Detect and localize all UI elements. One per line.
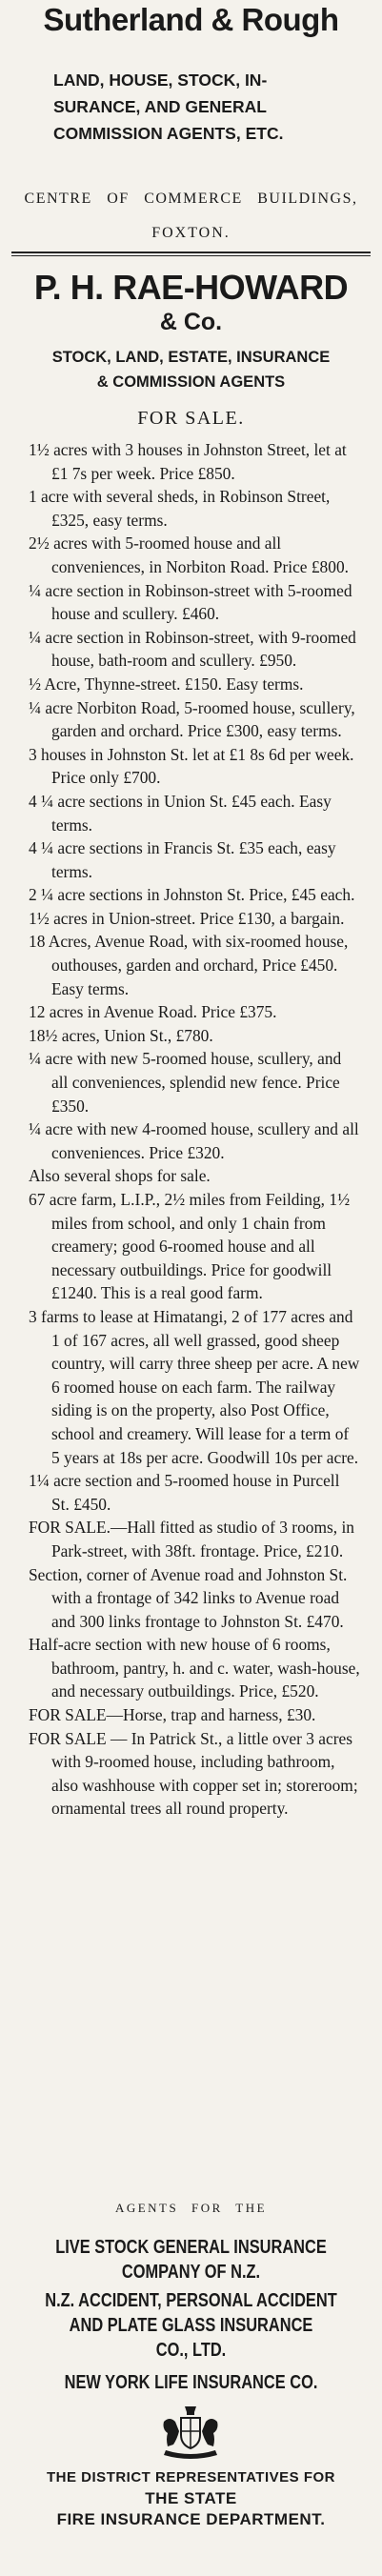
services-line: COMMISSION AGENTS, ETC. (53, 124, 284, 143)
listing-item: ½ Acre, Thynne-street. £150. Easy terms. (29, 674, 304, 694)
listing-item: 18½ acres, Union St., £780. (29, 1025, 213, 1045)
listing-item: 67 acre farm, L.I.P., 2½ miles from Feilding, 1½ miles from school, and only 1 chain from creamery; good 6-roomed house and all necessary outbuildings. Price for goodwill £1240. This is a real good farm. (29, 1190, 351, 1303)
tagline-line: & COMMISSION AGENTS (96, 373, 286, 391)
listing-item: Also several shops for sale. (29, 1166, 211, 1186)
services-list (0, 67, 382, 147)
listing-item: 3 houses in Johnston St. let at £1 8s 6d per week. Price only £700. (29, 744, 354, 788)
listing-item: 2 ¼ acre sections in Johnston St. Price, £45 each. (29, 885, 355, 905)
listing-item: Half-acre section with new house of 6 rooms, bathroom, pantry, h. and c. water, wash-house, and necessary outbuildings. Price, £520. (29, 1635, 360, 1701)
listing-item: ¼ acre section in Robinson-street, with 9-roomed house, bath-room and scullery. £950. (29, 627, 356, 671)
state-fire-insurance-notice (0, 2467, 382, 2530)
listing-item: 4 ¼ acre sections in Union St. £45 each. Easy terms. (29, 791, 332, 835)
listing-item: FOR SALE.—Hall fitted as studio of 3 rooms, in Park-street, with 38ft. frontage. Price, £210. (29, 1518, 355, 1560)
insurer-line: COMPANY OF N.Z. (121, 2262, 261, 2283)
listing-item: Section, corner of Avenue road and Johnston St. with a frontage of 342 links to Avenue road and 300 links frontage to Johnston St. £470. (29, 1564, 348, 1631)
representatives-line: THE DISTRICT REPRESENTATIVES FOR (47, 2469, 335, 2485)
insurer-line: NEW YORK LIFE INSURANCE CO. (64, 2372, 318, 2393)
town-line: FOXTON. (151, 225, 231, 241)
representatives-line: FIRE INSURANCE DEPARTMENT. (56, 2510, 326, 2528)
divider-rule (11, 252, 371, 253)
listing-item: ¼ acre section in Robinson-street with 5-roomed house and scullery. £460. (29, 580, 352, 624)
listing-item: 12 acres in Avenue Road. Price £375. (29, 1002, 277, 1022)
insurer-nz-accident (34, 2288, 348, 2363)
royal-coat-of-arms-icon (158, 2405, 223, 2460)
address-line: CENTRE OF COMMERCE BUILDINGS, (24, 191, 358, 207)
insurer-line: N.Z. ACCIDENT, PERSONAL ACCIDENT (45, 2290, 337, 2311)
listing-item: 2½ acres with 5-roomed house and all conveniences, in Norbiton Road. Price £800. (29, 533, 349, 576)
representatives-line: THE STATE (145, 2489, 237, 2507)
firm-tagline (0, 345, 382, 394)
insurer-line: LIVE STOCK GENERAL INSURANCE (55, 2237, 327, 2258)
listing-item: ¼ acre with new 5-roomed house, scullery, and all conveniences, splendid new fence. Price £350. (29, 1049, 342, 1116)
services-line: SURANCE, AND GENERAL (53, 97, 267, 116)
firm-name-rae-howard: P. H. RAE-HOWARD (33, 268, 349, 307)
divider-rule (11, 255, 371, 256)
insurer-line: AND PLATE GLASS INSURANCE (69, 2315, 313, 2336)
listing-item: ¼ acre Norbiton Road, 5-roomed house, scullery, garden and orchard. Price £300, easy terms. (29, 697, 355, 741)
insurer-line: CO., LTD. (155, 2340, 227, 2361)
services-line: LAND, HOUSE, STOCK, IN- (53, 70, 268, 90)
listing-item: 4 ¼ acre sections in Francis St. £35 each, easy terms. (29, 838, 336, 881)
firm-suffix: & Co. (159, 309, 223, 335)
property-listings (0, 438, 382, 1821)
listing-item: FOR SALE — In Patrick St., a little over 3 acres with 9-roomed house, including bathroom, also washhouse with copper set in; storeroom; ornamental trees all round property. (29, 1728, 358, 1819)
insurer-new-york-life (34, 2370, 348, 2395)
insurer-live-stock (34, 2235, 348, 2284)
listing-item: 1 acre with several sheds, in Robinson Street, £325, easy terms. (29, 487, 331, 530)
listing-item: 18 Acres, Avenue Road, with six-roomed house, outhouses, garden and orchard, Price £450. Easy terms. (29, 932, 349, 998)
firm-name-sutherland-rough: Sutherland & Rough (43, 2, 339, 37)
listing-item: 1½ acres with 3 houses in Johnston Street, let at £1 7s per week. Price £850. (29, 440, 347, 483)
listing-item: 1½ acres in Union-street. Price £130, a bargain. (29, 908, 345, 928)
listing-item: 3 farms to lease at Himatangi, 2 of 177 acres and 1 of 167 acres, all well grassed, good sheep country, will carry three sheep per acre. A new 6 roomed house on each farm. The railway siding is on the property, also Post Office, school and creamery. Will lease for a term of 5 years at 18s per acre. Goodwill 10s per acre. (29, 1306, 360, 1467)
for-sale-heading: FOR SALE. (137, 408, 245, 429)
listing-item: FOR SALE—Horse, trap and harness, £30. (29, 1705, 316, 1725)
agents-for-heading: AGENTS FOR THE (114, 2201, 268, 2215)
listing-item: ¼ acre with new 4-roomed house, scullery and all conveniences. Price £320. (29, 1119, 359, 1162)
tagline-line: STOCK, LAND, ESTATE, INSURANCE (51, 349, 331, 366)
listing-item: 1¼ acre section and 5-roomed house in Purcell St. £450. (29, 1471, 340, 1514)
